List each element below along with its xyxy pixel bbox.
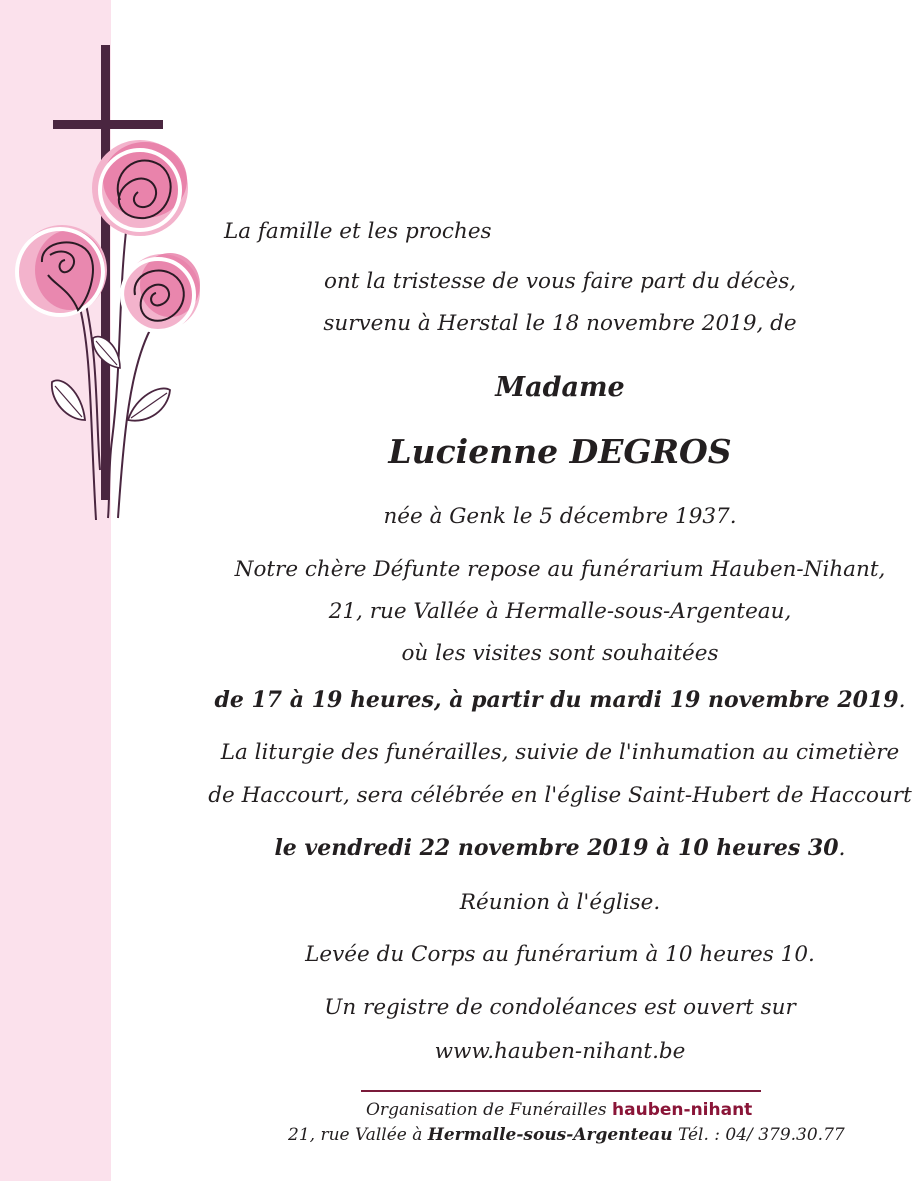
footer-divider [361,1090,761,1092]
intro-line-1: La famille et les proches [224,219,492,244]
rest-line-3: où les visites sont souhaitées [401,641,719,666]
visiting-hours-period: . [898,688,906,713]
funeral-date [160,835,918,861]
footer-address-city: Hermalle-sous-Argenteau [427,1125,673,1145]
liturgy-line-1: La liturgie des funérailles, suivie de l'inhumation au cimetière [220,740,900,765]
visiting-hours-text: de 17 à 19 heures, à partir du mardi 19 novembre 2019 [214,687,899,713]
footer-address [288,1125,845,1145]
deceased-title: Madame [495,372,625,403]
intro-line-3: survenu à Herstal le 18 novembre 2019, de [323,311,797,336]
brand-logo: hauben-nihant [612,1100,753,1120]
footer-org-prefix: Organisation de Funérailles [366,1100,607,1120]
cross-and-roses-illustration [0,0,220,530]
footer-organisation [366,1100,752,1120]
funeral-date-text: le vendredi 22 novembre 2019 à 10 heures 30 [274,835,839,861]
birth-line: née à Genk le 5 décembre 1937. [383,504,737,529]
deceased-name: Lucienne DEGROS [388,432,732,471]
intro-line-2: ont la tristesse de vous faire part du décès, [323,269,797,294]
website-link[interactable]: www.hauben-nihant.be [434,1039,686,1064]
registry-line: Un registre de condoléances est ouvert sur [324,995,796,1020]
footer-address-prefix: 21, rue Vallée à [288,1125,423,1145]
visiting-hours [160,687,918,713]
liturgy-line-2: de Haccourt, sera célébrée en l'église Saint-Hubert de Haccourt [208,783,912,808]
funeral-date-period: . [838,836,846,861]
rose-icon [92,140,188,236]
rest-line-1: Notre chère Défunte repose au funérarium Hauben-Nihant, [234,557,886,582]
footer-phone: Tél. : 04/ 379.30.77 [677,1125,845,1145]
leaf-icon [52,380,85,420]
rest-line-2: 21, rue Vallée à Hermalle-sous-Argenteau, [328,599,792,624]
levee-line: Levée du Corps au funérarium à 10 heures 10. [305,942,815,967]
reunion-line: Réunion à l'église. [459,890,661,915]
